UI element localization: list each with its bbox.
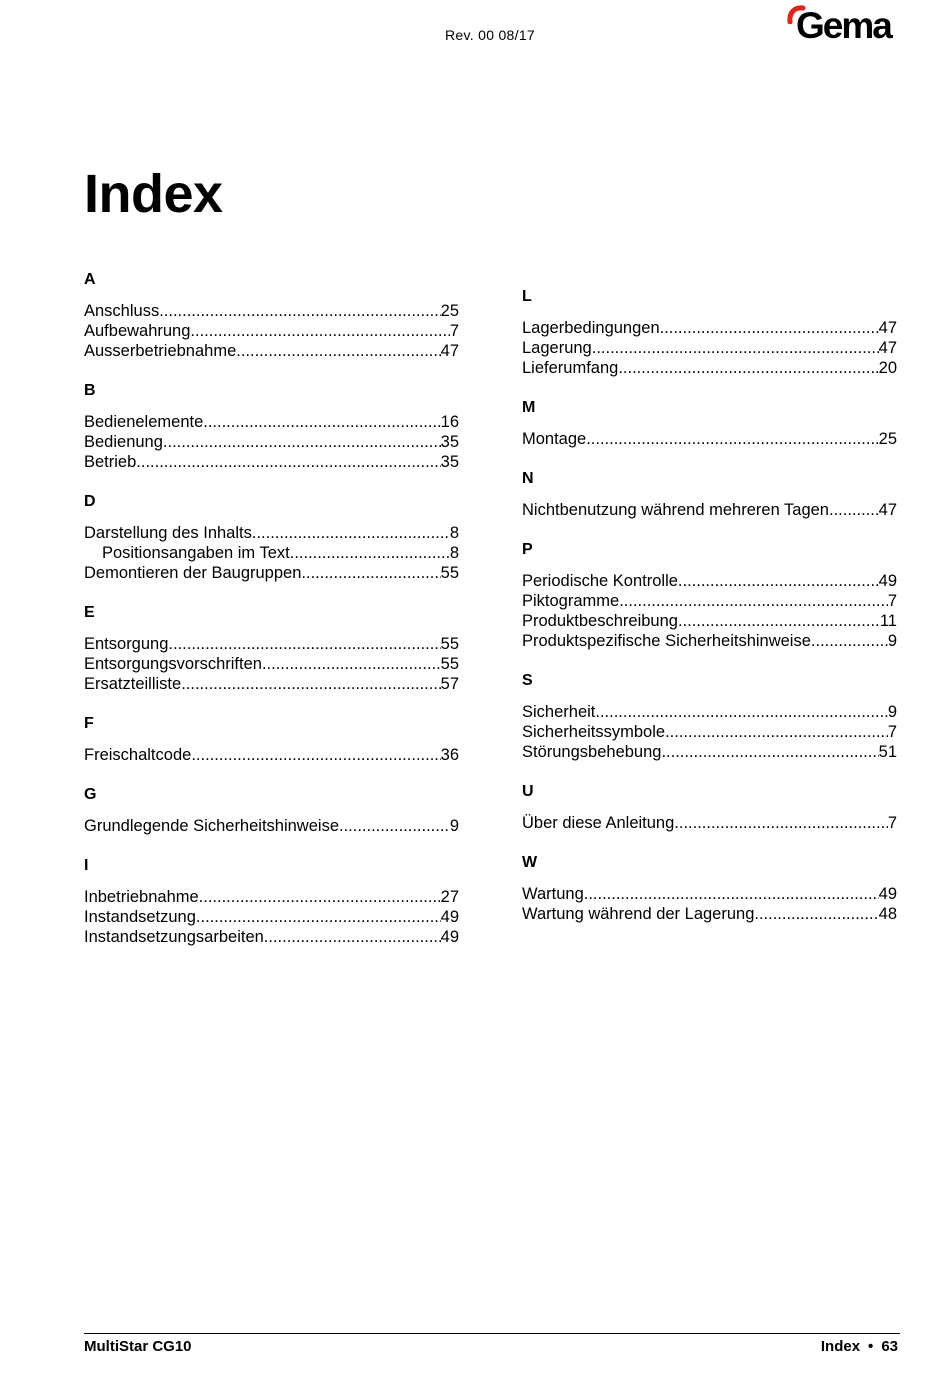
index-letter-heading: W	[522, 854, 538, 871]
dot-leader	[168, 634, 440, 654]
index-entry-term: Wartung während der Lagerung	[522, 905, 755, 923]
index-entry-term: Ausserbetriebnahme	[84, 342, 237, 360]
dot-leader	[339, 816, 450, 836]
index-entry	[84, 745, 459, 765]
footer-page-info	[821, 1338, 898, 1355]
index-entry	[522, 722, 897, 742]
bullet-icon: •	[868, 1338, 874, 1355]
index-entry-page: 7	[449, 322, 459, 340]
index-entry	[522, 338, 897, 358]
footer-product-name: MultiStar CG10	[84, 1338, 192, 1355]
dot-leader	[754, 904, 878, 924]
index-entry-term: Darstellung des Inhalts	[84, 524, 252, 542]
index-entry-page: 49	[878, 572, 897, 590]
index-entry	[522, 884, 897, 904]
dot-leader	[618, 358, 878, 378]
dot-leader	[159, 301, 440, 321]
index-entry-term: Instandsetzung	[84, 908, 196, 926]
index-entry	[84, 321, 459, 341]
index-entry-page: 9	[449, 817, 459, 835]
index-group-s	[522, 671, 897, 762]
index-entry-term: Über diese Anleitung	[522, 814, 675, 832]
index-entry-term: Aufbewahrung	[84, 322, 191, 340]
index-letter-heading: I	[84, 857, 89, 874]
index-entry-term: Periodische Kontrolle	[522, 572, 678, 590]
index-entry-term: Bedienelemente	[84, 413, 204, 431]
dot-leader	[619, 591, 888, 611]
index-entry-page: 47	[878, 319, 897, 337]
index-letter-heading: N	[522, 470, 534, 487]
index-entry-term: Nichtbenutzung während mehreren Tagen	[522, 501, 829, 519]
index-entry-page: 11	[879, 612, 897, 630]
dot-leader	[301, 563, 440, 583]
dot-leader	[584, 884, 879, 904]
dot-leader	[181, 674, 440, 694]
index-group-u	[522, 782, 897, 833]
index-entry-page: 27	[440, 888, 459, 906]
index-entry-page: 47	[878, 339, 897, 357]
index-entry-term: Entsorgungsvorschriften	[84, 655, 262, 673]
index-group-p	[522, 540, 897, 651]
index-entry-term: Positionsangaben im Text	[102, 544, 290, 562]
index-entry-term: Produktbeschreibung	[522, 612, 678, 630]
index-entry-page: 36	[440, 746, 459, 764]
index-entry-term: Lieferumfang	[522, 359, 619, 377]
index-entry-page: 55	[440, 655, 459, 673]
index-entry	[522, 318, 897, 338]
index-entry	[522, 358, 897, 378]
index-letter-heading: L	[522, 288, 532, 305]
index-entry	[84, 887, 459, 907]
index-letter-heading: A	[84, 271, 96, 288]
dot-leader	[829, 500, 879, 520]
index-entry-term: Sicherheit	[522, 703, 596, 721]
index-letter-heading: U	[522, 783, 534, 800]
index-entry	[522, 429, 897, 449]
index-entry	[84, 301, 459, 321]
index-group-i	[84, 856, 459, 947]
dot-leader	[191, 745, 440, 765]
dot-leader	[136, 452, 440, 472]
dot-leader	[674, 813, 888, 833]
index-entry-term: Sicherheitssymbole	[522, 723, 666, 741]
index-entry-page: 8	[449, 524, 459, 542]
index-entry	[84, 523, 459, 543]
dot-leader	[196, 907, 441, 927]
dot-leader	[190, 321, 449, 341]
page-title: Index	[84, 164, 223, 224]
index-entry-term: Entsorgung	[84, 635, 169, 653]
revision-label: Rev. 00 08/17	[444, 27, 536, 43]
index-entry-page: 49	[440, 908, 459, 926]
footer-page-number: 63	[881, 1338, 898, 1355]
index-entry-term: Piktogramme	[522, 592, 620, 610]
index-entry	[522, 571, 897, 591]
index-entry-page: 48	[878, 905, 897, 923]
index-entry	[84, 674, 459, 694]
dot-leader	[586, 429, 878, 449]
index-group-m	[522, 398, 897, 449]
dot-leader	[199, 887, 441, 907]
index-entry-term: Montage	[522, 430, 587, 448]
index-group-d	[84, 492, 459, 583]
index-entry-term: Anschluss	[84, 302, 160, 320]
index-letter-heading: S	[522, 672, 533, 689]
index-entry-page: 35	[440, 433, 459, 451]
index-column-right	[522, 287, 897, 944]
index-letter-heading: M	[522, 399, 536, 416]
index-letter-heading: E	[84, 604, 95, 621]
index-entry-page: 8	[449, 544, 459, 562]
index-group-f	[84, 714, 459, 765]
index-group-a	[84, 270, 459, 361]
index-entry	[84, 432, 459, 452]
index-letter-heading: D	[84, 493, 96, 510]
dot-leader	[252, 523, 450, 543]
dot-leader	[678, 571, 879, 591]
dot-leader	[665, 722, 888, 742]
index-group-b	[84, 381, 459, 472]
index-column-left	[84, 270, 459, 967]
dot-leader	[203, 412, 440, 432]
index-entry-term: Instandsetzungsarbeiten	[84, 928, 264, 946]
index-entry	[522, 702, 897, 722]
index-entry	[522, 813, 897, 833]
index-entry-page: 55	[440, 564, 459, 582]
dot-leader	[264, 927, 441, 947]
dot-leader	[595, 702, 887, 722]
logo-wordmark: Gema	[796, 5, 891, 46]
index-entry-page: 9	[887, 703, 897, 721]
gema-logo	[786, 4, 901, 44]
index-group-e	[84, 603, 459, 694]
dot-leader	[290, 543, 450, 563]
index-entry-term: Wartung	[522, 885, 584, 903]
dot-leader	[262, 654, 441, 674]
index-entry-term: Produktspezifische Sicherheitshinweise	[522, 632, 811, 650]
index-group-l	[522, 287, 897, 378]
index-entry-page: 9	[887, 632, 897, 650]
index-entry-page: 51	[878, 743, 897, 761]
index-entry-page: 20	[878, 359, 897, 377]
index-entry-page: 7	[887, 723, 897, 741]
index-entry-term: Ersatzteilliste	[84, 675, 182, 693]
index-entry	[84, 634, 459, 654]
index-entry-term: Inbetriebnahme	[84, 888, 199, 906]
index-entry-term: Störungsbehebung	[522, 743, 662, 761]
index-entry-page: 49	[440, 928, 459, 946]
index-entry	[84, 341, 459, 361]
index-group-n	[522, 469, 897, 520]
index-letter-heading: F	[84, 715, 94, 732]
dot-leader	[661, 742, 878, 762]
footer-section-name: Index	[820, 1338, 861, 1355]
index-entry-page: 47	[440, 342, 459, 360]
index-entry	[84, 563, 459, 583]
index-group-g	[84, 785, 459, 836]
index-entry-term: Demontieren der Baugruppen	[84, 564, 302, 582]
index-entry	[522, 631, 897, 651]
index-entry	[84, 654, 459, 674]
index-letter-heading: G	[84, 786, 97, 803]
index-entry	[84, 927, 459, 947]
index-entry-page: 35	[440, 453, 459, 471]
index-entry-term: Grundlegende Sicherheitshinweise	[84, 817, 339, 835]
index-entry-page: 7	[887, 592, 897, 610]
index-entry-page: 47	[878, 501, 897, 519]
index-entry-term: Betrieb	[84, 453, 137, 471]
index-entry-page: 25	[440, 302, 459, 320]
index-entry	[522, 500, 897, 520]
index-entry-page: 7	[887, 814, 897, 832]
index-letter-heading: P	[522, 541, 533, 558]
index-entry-term: Freischaltcode	[84, 746, 192, 764]
index-entry-term: Lagerbedingungen	[522, 319, 660, 337]
footer-divider	[84, 1333, 900, 1334]
index-entry	[522, 611, 897, 631]
index-entry-page: 55	[440, 635, 459, 653]
dot-leader	[163, 432, 441, 452]
index-entry	[84, 412, 459, 432]
dot-leader	[811, 631, 888, 651]
index-group-w	[522, 853, 897, 924]
index-entry-page: 49	[878, 885, 897, 903]
index-entry	[84, 452, 459, 472]
index-entry	[522, 742, 897, 762]
index-entry	[522, 904, 897, 924]
dot-leader	[236, 341, 440, 361]
index-letter-heading: B	[84, 382, 96, 399]
dot-leader	[660, 318, 879, 338]
index-entry-term: Bedienung	[84, 433, 163, 451]
dot-leader	[678, 611, 880, 631]
index-entry-page: 25	[878, 430, 897, 448]
index-entry-page: 16	[440, 413, 459, 431]
index-entry-page: 57	[440, 675, 459, 693]
index-entry	[84, 816, 459, 836]
index-entry	[84, 543, 459, 563]
dot-leader	[592, 338, 879, 358]
index-entry-term: Lagerung	[522, 339, 592, 357]
index-entry	[84, 907, 459, 927]
index-entry	[522, 591, 897, 611]
